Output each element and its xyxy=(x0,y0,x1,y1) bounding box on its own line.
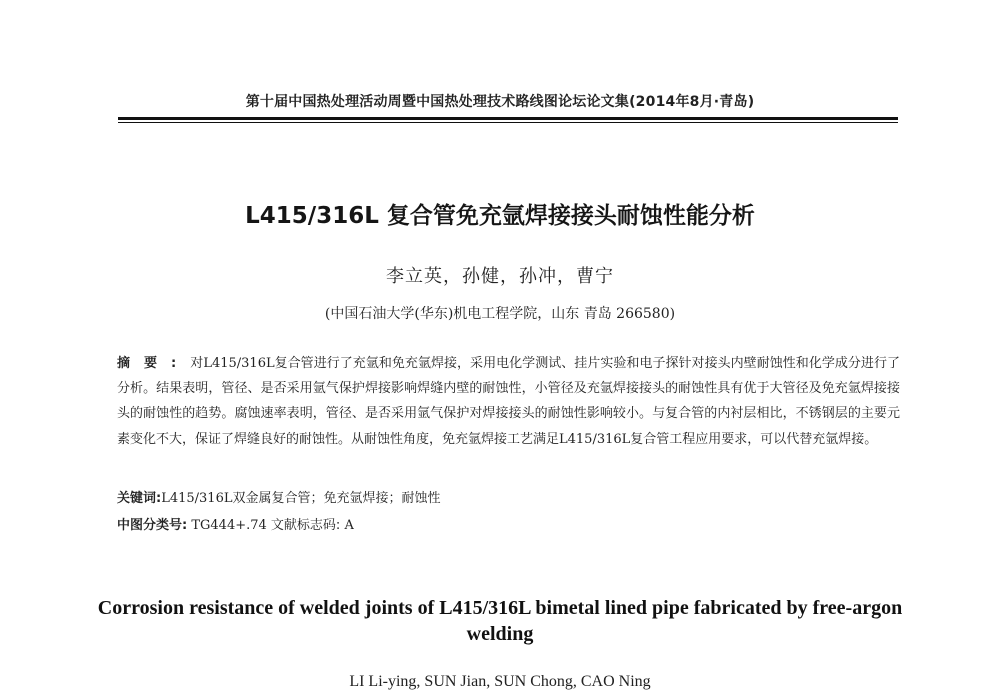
doc-code-value: A xyxy=(344,518,354,533)
doc-code-label: 文献标志码: xyxy=(270,518,341,533)
authors-english: LI Li-ying, SUN Jian, SUN Chong, CAO Ning xyxy=(349,673,651,690)
keywords-line xyxy=(117,487,900,506)
title-english: Corrosion resistance of welded joints of L415/316L bimetal lined pipe fabricated by free-argon welding xyxy=(97,597,903,645)
affiliation-chinese: (中国石油大学(华东)机电工程学院，山东 青岛 266580) xyxy=(324,306,676,322)
header-rule-thick xyxy=(118,117,898,120)
classification-line xyxy=(117,514,900,533)
abstract-text: 对L415/316L复合管进行了充氩和免充氩焊接，采用电化学测试、挂片实验和电子探针对接头内壁耐蚀性和化学成分进行了分析。结果表明，管径、是否采用氩气保护焊接影响焊缝内壁的耐蚀性，小管径及充氩焊接接头的耐蚀性具有优于大管径及免充氩焊接接头的耐蚀性的趋势。腐蚀速率表明，管径、是否采用氩气保护对焊接接头的耐蚀性影响较小。与复合管的内衬层相比，不锈钢层的主要元素变化不大，保证了焊缝良好的耐蚀性。从耐蚀性角度，免充氩焊接工艺满足L415/316L复合管工程应用要求，可以代替充氩焊接。 xyxy=(117,356,900,447)
abstract xyxy=(117,351,900,452)
abstract-label: 摘要: xyxy=(117,356,191,371)
keywords-label: 关键词: xyxy=(117,491,162,506)
clc-label: 中图分类号: xyxy=(117,518,188,533)
keywords-text: L415/316L双金属复合管；免充氩焊接；耐蚀性 xyxy=(161,491,441,506)
running-header: 第十届中国热处理活动周暨中国热处理技术路线图论坛论文集(2014年8月·青岛) xyxy=(245,94,755,110)
header-rule-thin xyxy=(118,122,898,123)
authors-chinese: 李立英，孙健，孙冲，曹宁 xyxy=(386,266,614,287)
clc-value: TG444+.74 xyxy=(191,518,267,533)
title-chinese: L415/316L 复合管免充氩焊接接头耐蚀性能分析 xyxy=(245,203,755,229)
